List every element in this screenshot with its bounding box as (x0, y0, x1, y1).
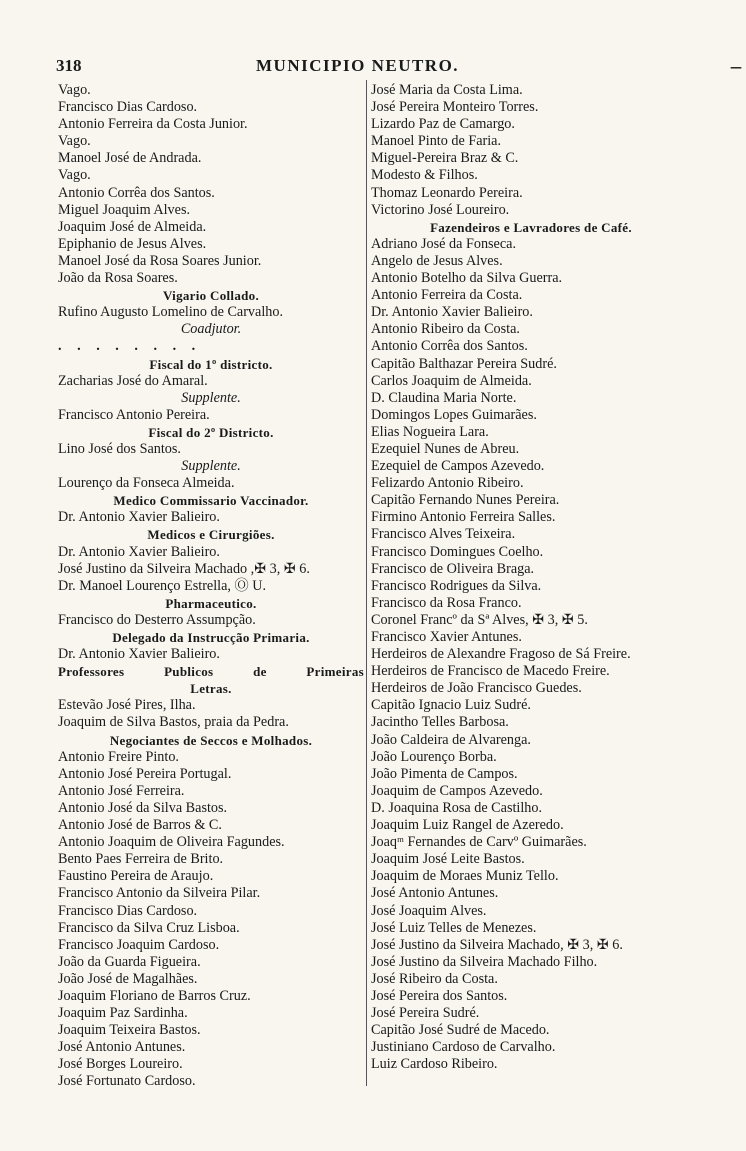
entry-line: Antonio José Ferreira. (58, 782, 185, 799)
entry-line: Joaquim de Silva Bastos, praia da Pedra. (58, 714, 289, 731)
entry-line: Francisco Antonio da Silveira Pilar. (58, 885, 261, 902)
entry-line: José Justino da Silveira Machado Filho. (371, 953, 598, 970)
entry-line: Zacharias José do Amaral. (58, 372, 208, 389)
subheading: Supplente. (181, 389, 241, 406)
subheading: Supplente. (181, 458, 241, 475)
entry-line: Francisco do Desterro Assumpção. (58, 611, 256, 628)
entry-line: João da Rosa Soares. (58, 270, 178, 287)
entry-line: Firmino Antonio Ferreira Salles. (371, 509, 556, 526)
entry-line: Joaquim José Leite Bastos. (371, 851, 525, 868)
entry-line: Justiniano Cardoso de Carvalho. (371, 1039, 556, 1056)
entry-line: Francisco da Rosa Franco. (371, 594, 522, 611)
subheading: Coadjutor. (180, 321, 242, 338)
entry-line: Rufino Augusto Lomelino de Carvalho. (58, 304, 284, 321)
page-header (56, 56, 742, 78)
entry-line: Antonio Freire Pinto. (58, 748, 179, 765)
entry-line: Manoel Pinto de Faria. (371, 133, 502, 150)
entry-line: José Justino da Silveira Machado ,✠ 3, ✠ 6. (58, 560, 310, 577)
entry-line: João Lourenço Borba. (371, 748, 497, 765)
entry-line: Antonio Botelho da Silva Guerra. (371, 270, 563, 287)
entry-line: Francisco Antonio Pereira. (58, 406, 210, 423)
left-column (58, 82, 364, 1091)
entry-line: Antonio Corrêa dos Santos. (58, 184, 215, 201)
entry-line: Joaquim José de Almeida. (58, 218, 207, 235)
entry-line: Francisco Alves Teixeira. (371, 526, 516, 543)
entry-line: José Antonio Antunes. (58, 1039, 186, 1056)
entry-line: José Maria da Costa Lima. (371, 82, 523, 98)
entry-line: Miguel-Pereira Braz & C. (371, 150, 519, 167)
entry-line: Francisco Domingues Coelho. (371, 543, 544, 560)
entry-line: José Fortunato Cardoso. (58, 1073, 196, 1090)
entry-line: João Caldeira de Alvarenga. (371, 731, 531, 748)
entry-line: Capitão Ignacio Luiz Sudré. (371, 697, 531, 714)
entry-line: Joaquim de Moraes Muniz Tello. (371, 868, 559, 885)
entry-line: Dr. Antonio Xavier Balieiro. (58, 543, 220, 560)
entry-line: Manoel José da Rosa Soares Junior. (58, 252, 262, 269)
entry-line: Herdeiros de João Francisco Guedes. (371, 680, 582, 697)
entry-line: Epiphanio de Jesus Alves. (58, 235, 207, 252)
right-column (371, 82, 691, 1073)
entry-line: José Justino da Silveira Machado, ✠ 3, ✠ 6. (371, 936, 623, 953)
entry-line: Dr. Antonio Xavier Balieiro. (371, 304, 533, 321)
entry-line: Francisco Rodrigues da Silva. (371, 577, 542, 594)
entry-line: Vago. (58, 167, 91, 184)
entry-line: José Joaquim Alves. (371, 902, 487, 919)
entry-line: Domingos Lopes Guimarães. (371, 406, 537, 423)
entry-line: Francisco Xavier Antunes. (371, 629, 522, 645)
entry-line: Jacintho Telles Barbosa. (371, 714, 509, 731)
section-heading: Vigario Collado. (162, 288, 260, 304)
entry-line: José Luiz Telles de Menezes. (371, 919, 537, 936)
section-heading: Medicos e Cirurgiões. (147, 527, 275, 543)
entry-line: Herdeiros de Francisco de Macedo Freire. (371, 663, 610, 680)
entry-line: José Pereira Monteiro Torres. (371, 99, 539, 116)
entry-line: Luiz Cardoso Ribeiro. (371, 1056, 498, 1073)
entry-line: Estevão José Pires, Ilha. (58, 697, 196, 714)
entry-line: Elias Nogueira Lara. (371, 423, 489, 440)
running-title: MUNICIPIO NEUTRO. (256, 56, 460, 75)
entry-line: Victorino José Loureiro. (371, 201, 510, 218)
section-heading: Pharmaceutico. (165, 595, 257, 611)
section-heading: Fazendeiros e Lavradores de Café. (430, 219, 632, 235)
column-divider (366, 80, 367, 1086)
entry-line: João José de Magalhães. (58, 970, 198, 987)
entry-line: D. Claudina Maria Norte. (371, 389, 517, 406)
entry-line: Antonio José de Barros & C. (58, 817, 222, 834)
entry-line: Dr. Manoel Lourenço Estrella, Ⓞ U. (58, 577, 267, 594)
entry-line: Joaquim Luiz Rangel de Azeredo. (371, 817, 564, 834)
section-heading: Negociantes de Seccos e Molhados. (109, 732, 313, 748)
entry-line: Adriano José da Fonseca. (371, 235, 516, 252)
entry-line: Francisco da Silva Cruz Lisboa. (58, 919, 240, 936)
entry-line: Joaquim Floriano de Barros Cruz. (58, 987, 251, 1004)
entry-line: João Pimenta de Campos. (371, 765, 518, 782)
entry-line: Francisco Dias Cardoso. (58, 99, 198, 116)
entry-line: Antonio Joaquim de Oliveira Fagundes. (58, 834, 285, 851)
entry-line: Herdeiros de Alexandre Fragoso de Sá Freire. (371, 646, 631, 663)
entry-line: D. Joaquina Rosa de Castilho. (371, 799, 543, 816)
entry-line: Francisco de Oliveira Braga. (371, 560, 535, 577)
entry-line: Bento Paes Ferreira de Brito. (58, 851, 224, 868)
entry-line: Modesto & Filhos. (371, 167, 478, 184)
entry-line: Dr. Antonio Xavier Balieiro. (58, 509, 220, 526)
entry-line: Capitão Balthazar Pereira Sudré. (371, 355, 557, 372)
entry-line: José Antonio Antunes. (371, 885, 499, 902)
section-heading: Letras. (190, 681, 232, 697)
entry-line: Vago. (58, 82, 91, 98)
entry-line: Vago. (58, 133, 91, 150)
entry-line: José Pereira Sudré. (371, 1005, 480, 1022)
entry-line: Faustino Pereira de Araujo. (58, 868, 214, 885)
entry-line: Joaquim Paz Sardinha. (58, 1005, 188, 1022)
entry-line: Lizardo Paz de Camargo. (371, 116, 515, 133)
entry-line: Antonio Ferreira da Costa. (371, 287, 523, 304)
entry-line: Felizardo Antonio Ribeiro. (371, 475, 524, 492)
entry-line: Ezequiel de Campos Azevedo. (371, 458, 545, 475)
entry-line: Antonio Ferreira da Costa Junior. (58, 116, 248, 133)
entry-line: Coronel Francº da Sª Alves, ✠ 3, ✠ 5. (371, 611, 588, 628)
entry-line: Ezequiel Nunes de Abreu. (371, 440, 520, 457)
entry-line: Joaqᵐ Fernandes de Carvº Guimarães. (371, 834, 587, 851)
section-heading: Medico Commissario Vaccinador. (113, 493, 309, 509)
entry-line: Antonio Ribeiro da Costa. (371, 321, 520, 338)
entry-line: Francisco Joaquim Cardoso. (58, 936, 220, 953)
header-mark: — (730, 60, 742, 74)
entry-line: Angelo de Jesus Alves. (371, 252, 503, 269)
ellipsis-line: . . . . . . . . (58, 338, 202, 355)
page-number: 318 (56, 56, 82, 75)
entry-line: Manoel José de Andrada. (58, 150, 202, 167)
entry-line: Carlos Joaquim de Almeida. (371, 372, 532, 389)
entry-line: Antonio Corrêa dos Santos. (371, 338, 528, 355)
entry-line: Joaquim Teixeira Bastos. (58, 1022, 201, 1039)
entry-line: Lourenço da Fonseca Almeida. (58, 475, 235, 492)
entry-line: José Pereira dos Santos. (371, 987, 508, 1004)
entry-line: José Ribeiro da Costa. (371, 970, 498, 987)
entry-line: José Borges Loureiro. (58, 1056, 183, 1073)
entry-line: Joaquim de Campos Azevedo. (371, 782, 543, 799)
entry-line: Thomaz Leonardo Pereira. (371, 184, 523, 201)
entry-line: Miguel Joaquim Alves. (58, 201, 191, 218)
entry-line: Antonio José Pereira Portugal. (58, 765, 232, 782)
section-heading: Professores Publicos de Primeiras (58, 664, 364, 680)
entry-line: Antonio José da Silva Bastos. (58, 799, 228, 816)
section-heading: Fiscal do 2º Districto. (148, 424, 274, 440)
entry-line: Lino José dos Santos. (58, 440, 181, 457)
entry-line: Capitão Fernando Nunes Pereira. (371, 492, 560, 509)
section-heading: Delegado da Instrucção Primaria. (112, 630, 310, 645)
entry-line: Capitão José Sudré de Macedo. (371, 1022, 550, 1039)
entry-line: João da Guarda Figueira. (58, 953, 201, 970)
entry-line: Dr. Antonio Xavier Balieiro. (58, 646, 220, 663)
section-heading: Fiscal do 1º districto. (149, 356, 273, 372)
entry-line: Francisco Dias Cardoso. (58, 902, 198, 919)
